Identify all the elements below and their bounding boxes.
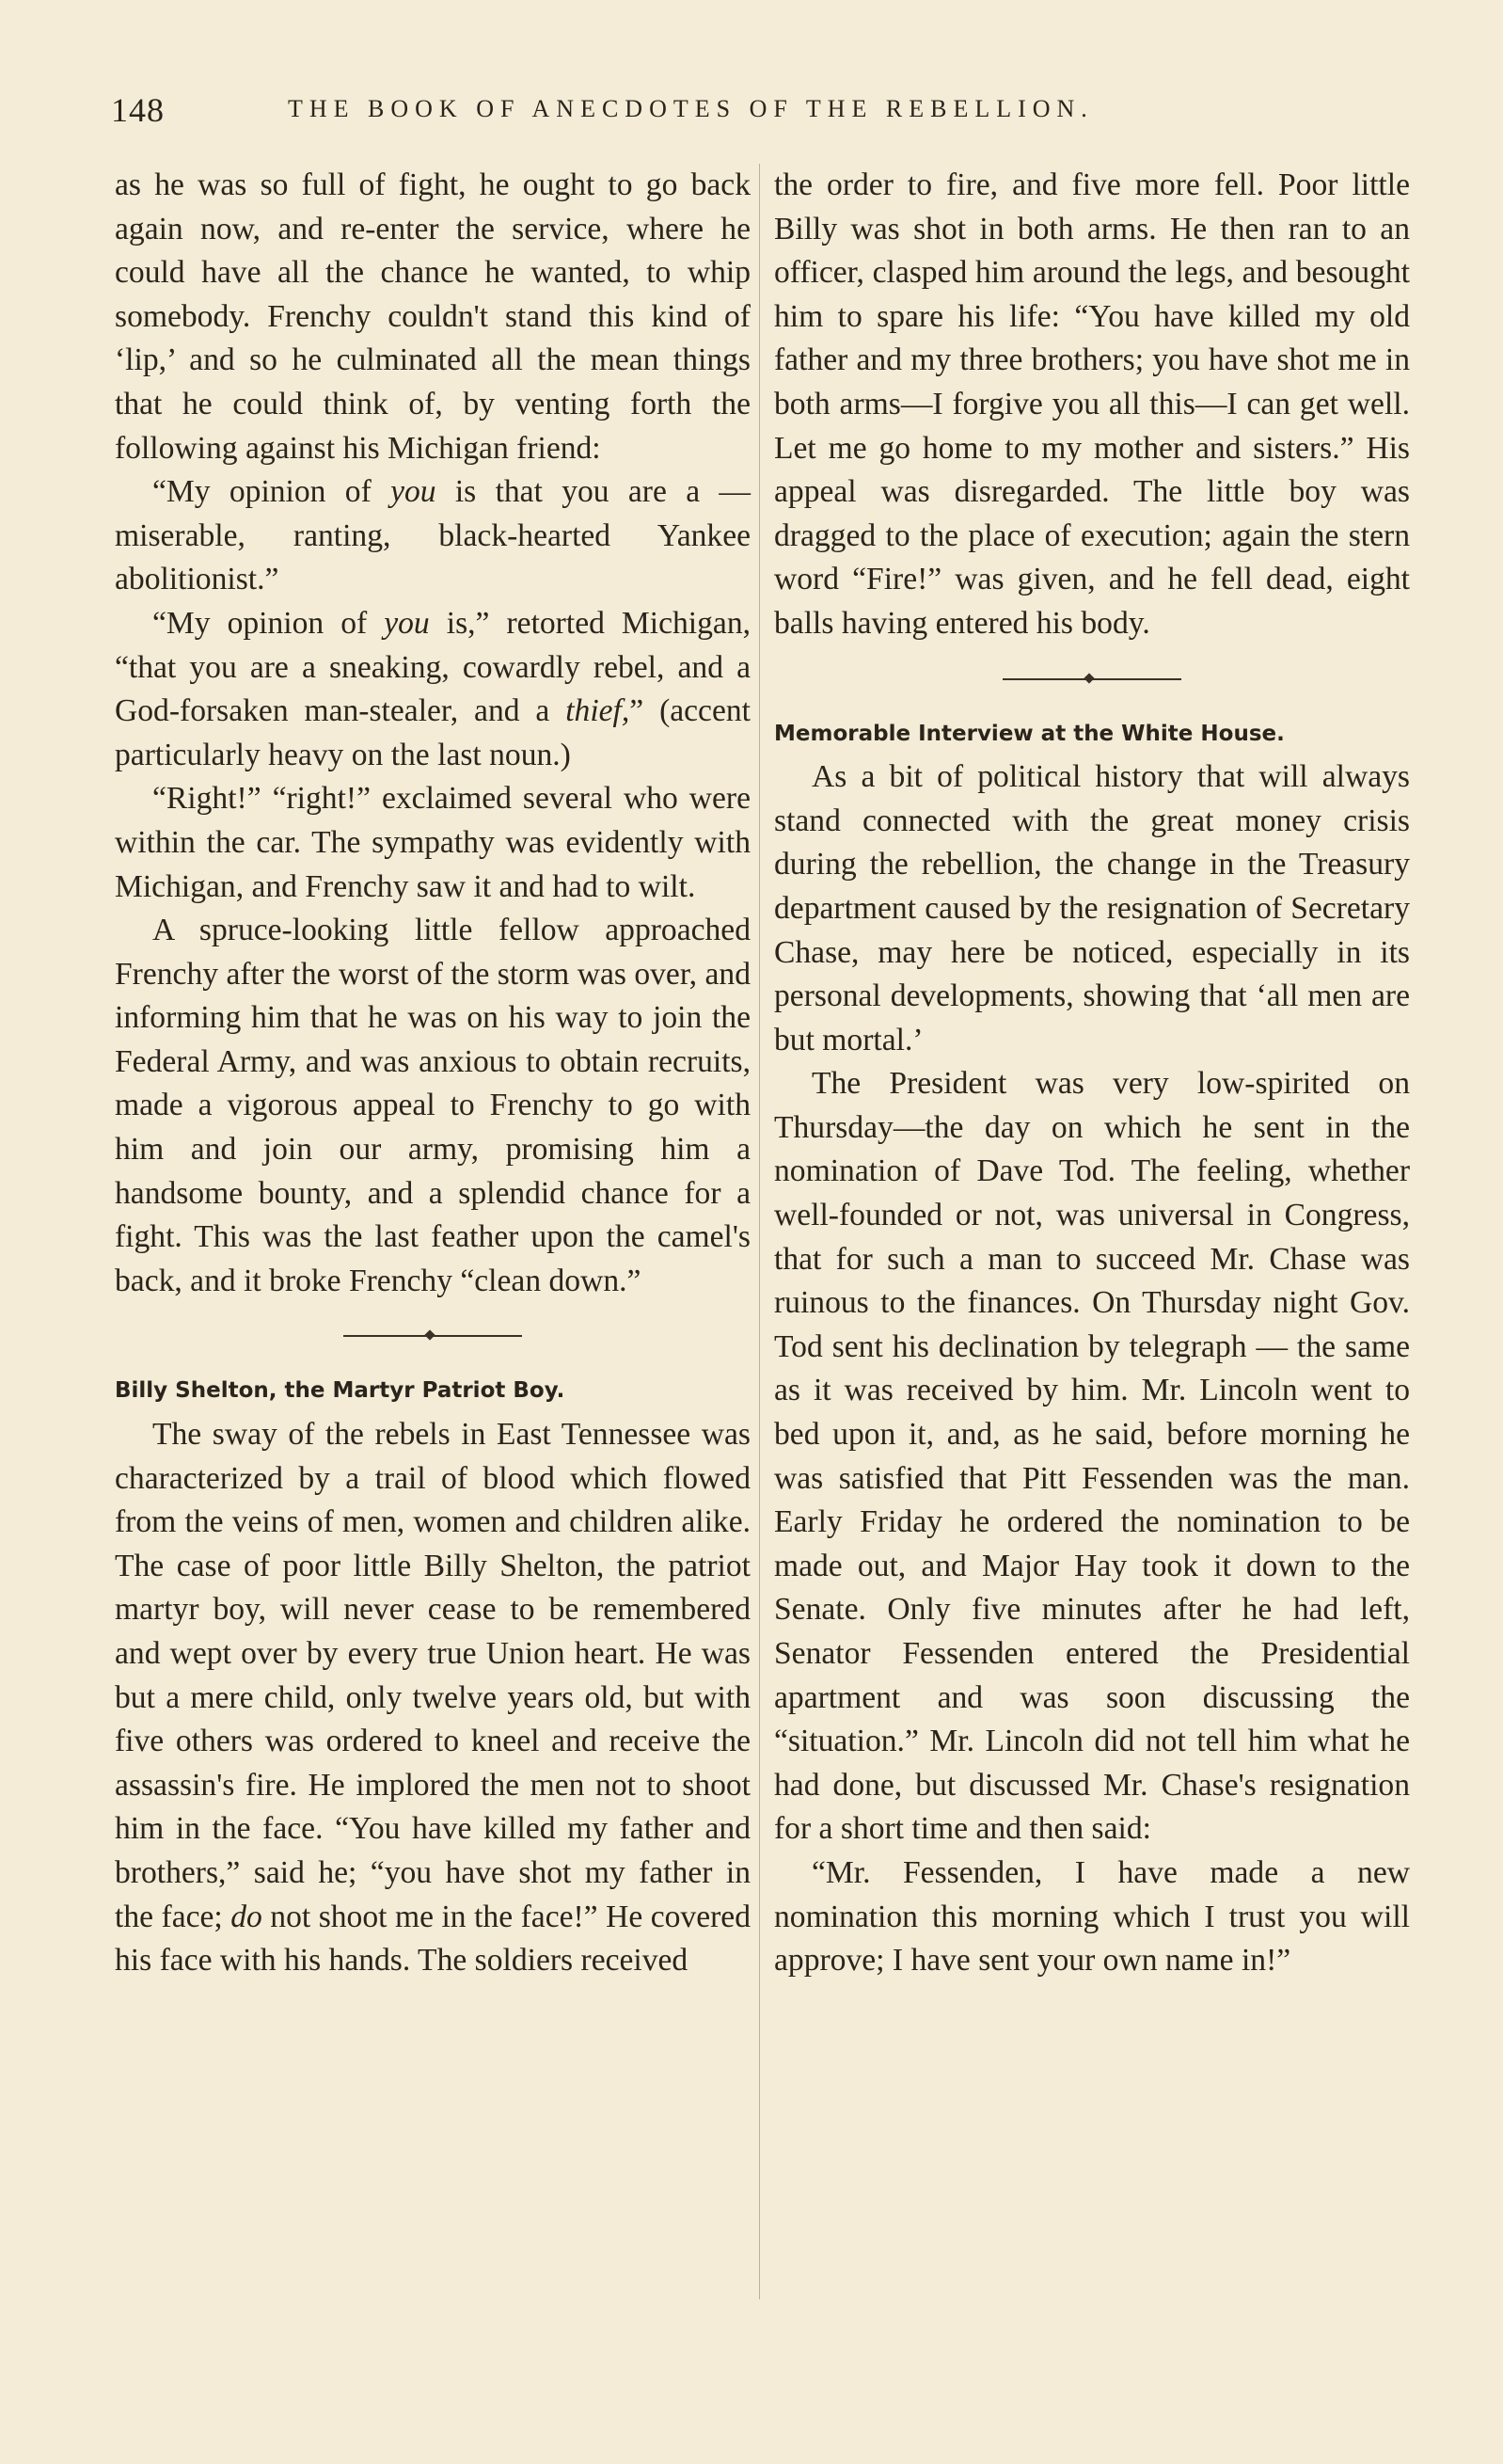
column-rule: [759, 164, 760, 2299]
paragraph: as he was so full of fight, he ought to go back again now, and re-enter the service, where he could have all the chance he wanted, to whip somebody. Frenchy couldn't stand this kind of ‘lip,’ and so he culminated all the mean things that he could think of, by venting forth the following against his Michigan friend:: [115, 167, 751, 466]
paragraph: the order to fire, and five more fell. Poor little Billy was shot in both arms. He then ran to an officer, clasped him around the legs, and besought him to spare his life: “You have killed my old father and my three brothers; you have shot me in both arms—I forgive you all this—I can get well. Let me go home to my mother and sisters.” His appeal was disregarded. The little boy was dragged to the place of execution; again the stern word “Fire!” was given, and he fell dead, eight balls having entered his body.: [774, 167, 1410, 641]
paragraph: A spruce-looking little fellow approached Frenchy after the worst of the storm was over, and informing him that he was on his way to join the Federal Army, and was anxious to obtain recruits, made a vigorous appeal to Frenchy to go with him and join our army, promising him a handsome bounty, and a splendid chance for a fight. This was the last feather upon the camel's back, and it broke Frenchy “clean down.”: [115, 913, 751, 1298]
section-divider: [774, 646, 1410, 712]
page-number: 148: [111, 91, 165, 129]
paragraph: “Right!” “right!” exclaimed several who were within the car. The sympathy was evidently with Michigan, and Frenchy saw it and had to wilt.: [115, 781, 751, 904]
paragraph: “My opinion of you is that you are a — miserable, ranting, black-hearted Yankee abolitionist.”: [115, 474, 751, 597]
right-column: [774, 164, 1410, 1983]
paragraph: The President was very low-spirited on Thursday—the day on which he sent in the nomination of Dave Tod. The feeling, whether well-founded or not, was universal in Congress, that for such a man to succeed Mr. Chase was ruinous to the finances. On Thursday night Gov. Tod sent his declination by telegraph — the same as it was received by him. Mr. Lincoln went to bed upon it, and, as he said, before morning he was satisfied that Pitt Fessenden was the man. Early Friday he ordered the nomination to be made out, and Major Hay took it down to the Senate. Only five minutes after he had left, Senator Fessenden entered the Presidential apartment and was soon discussing the “situation.” Mr. Lincoln did not tell him what he had done, but discussed Mr. Chase's resignation for a short time and then said:: [774, 1066, 1410, 1847]
running-title: THE BOOK OF ANECDOTES OF THE REBELLION.: [288, 95, 1094, 122]
section-divider: [115, 1303, 751, 1369]
section-heading: Memorable Interview at the White House.: [774, 721, 1285, 746]
left-column: [115, 164, 751, 1983]
paragraph: “Mr. Fessenden, I have made a new nomination this morning which I trust you will approve; I have sent your own name in!”: [774, 1854, 1410, 1979]
section-heading: Billy Shelton, the Martyr Patriot Boy.: [115, 1378, 565, 1404]
paragraph: “My opinion of you is,” retorted Michigan, “that you are a sneaking, cowardly rebel, and a God-forsaken man-stealer, and a thief,” (accent particularly heavy on the last noun.): [115, 605, 752, 772]
paragraph: The sway of the rebels in East Tennessee was characterized by a trail of blood which flowed from the veins of men, women and children alike. The case of poor little Billy Shelton, the patriot martyr boy, will never cease to be remembered and wept over by every true Union heart. He was but a mere child, only twelve years old, but with five others was ordered to kneel and receive the assassin's fire. He implored the men not to shoot him in the face. “You have killed my father and brothers,” said he; “you have shot my father in the face; do not shoot me in the face!” He covered his face with his hands. The soldiers received: [115, 1417, 751, 1979]
paragraph: As a bit of political history that will always stand connected with the great money crisis during the rebellion, the change in the Treasury department caused by the resignation of Secretary Chase, may here be noticed, especially in its personal developments, showing that ‘all men are but mortal.’: [774, 759, 1410, 1057]
